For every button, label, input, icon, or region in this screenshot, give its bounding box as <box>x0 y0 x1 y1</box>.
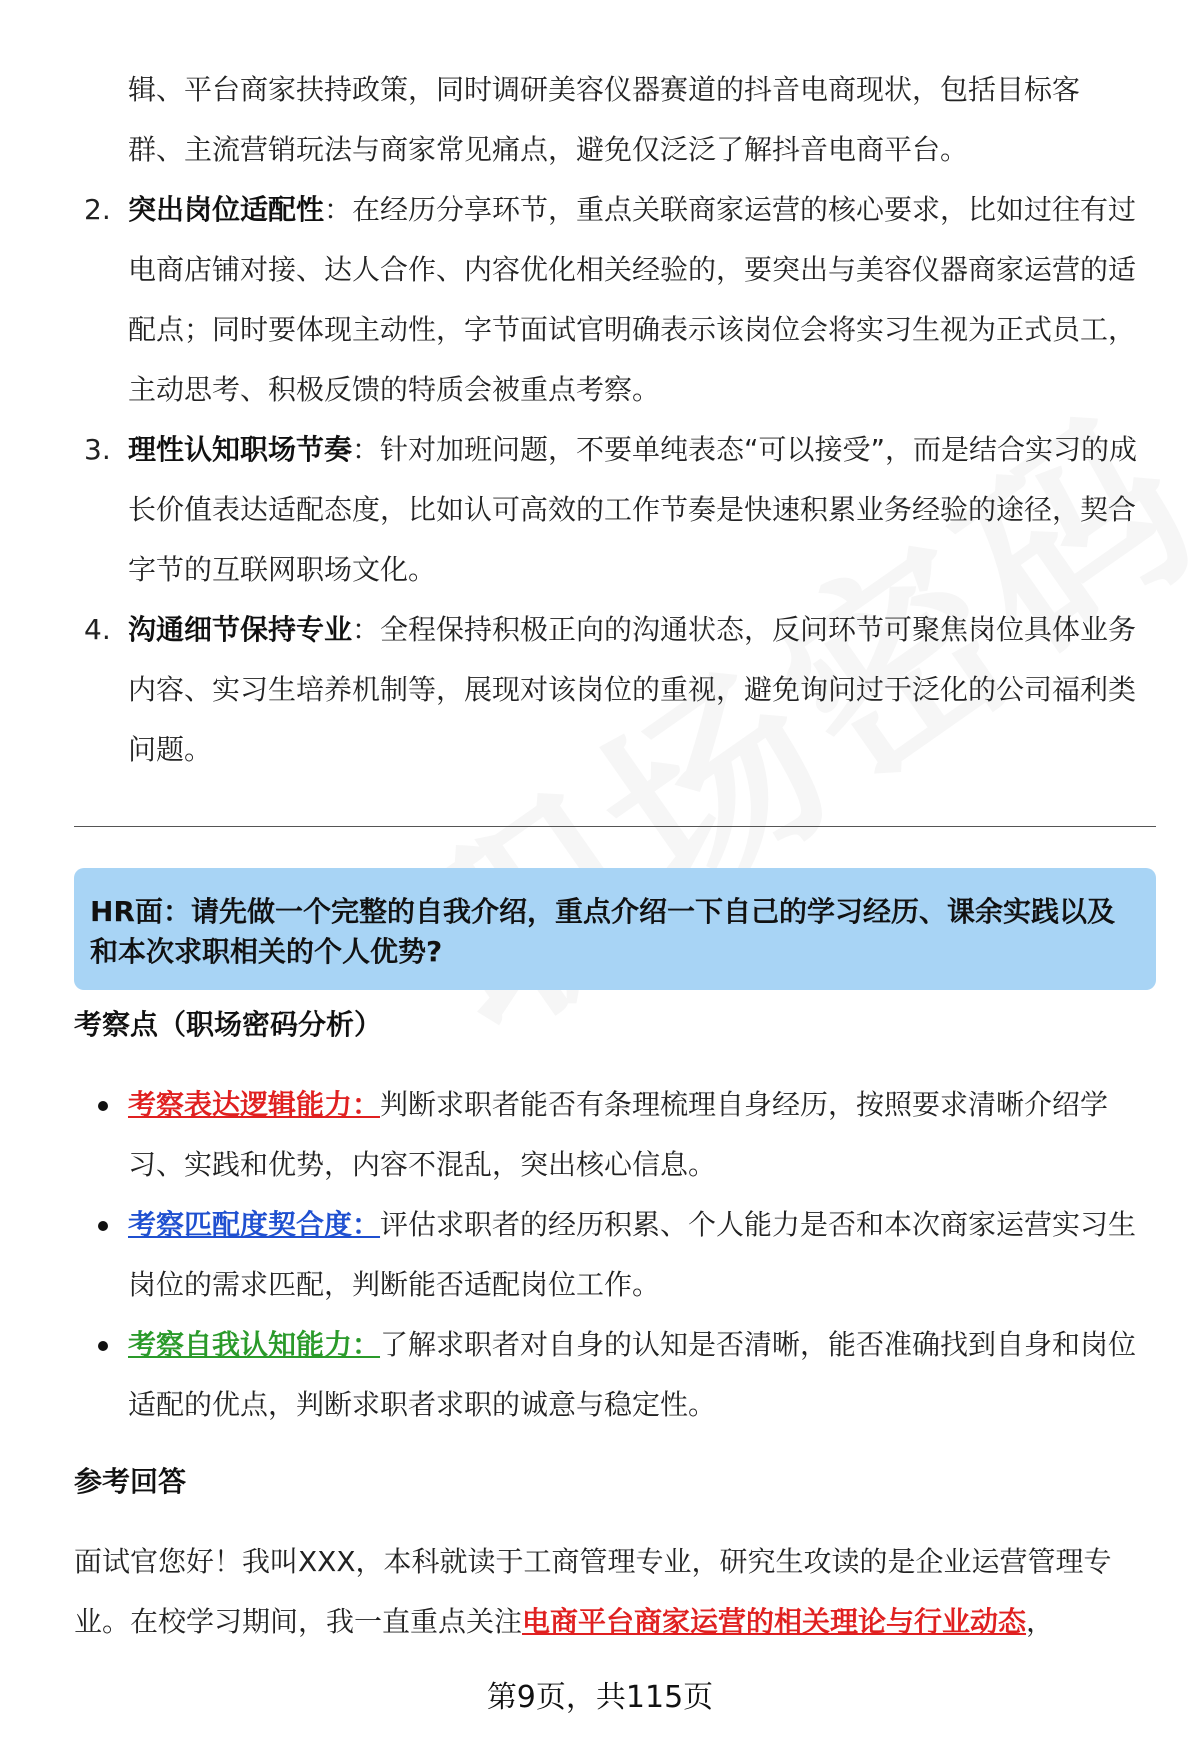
tip-item <box>74 420 1140 600</box>
point-text: 判断求职者能否有条理梳理自身经历，按照要求清晰介绍学习、实践和优势，内容不混乱，突出核心信息。 <box>128 1088 1109 1181</box>
tip-title: 理性认知职场节奏 <box>128 433 353 466</box>
bullet-icon <box>98 1101 108 1111</box>
point-label: 考察表达逻辑能力： <box>128 1088 381 1121</box>
tip-number: 4. <box>84 613 111 646</box>
point-text: 了解求职者对自身的认知是否清晰，能否准确找到自身和岗位适配的优点，判断求职者求职的诚意与稳定性。 <box>128 1328 1137 1421</box>
answer-highlight: 电商平台商家运营的相关理论与行业动态 <box>522 1605 1027 1638</box>
tip-title: 沟通细节保持专业 <box>128 613 353 646</box>
point-label: 考察自我认知能力： <box>128 1328 381 1361</box>
tip-title: 突出岗位适配性 <box>128 193 325 226</box>
point-item <box>74 1195 1140 1315</box>
intro-line-1: 辑、平台商家扶持政策，同时调研美容仪器赛道的抖音电商现状，包括目标客 <box>128 73 1081 106</box>
tip-item <box>74 180 1140 420</box>
tip-item <box>74 600 1140 780</box>
point-item <box>74 1315 1140 1435</box>
question-text: HR面：请先做一个完整的自我介绍，重点介绍一下自己的学习经历、课余实践以及和本次求职相关的个人优势? <box>90 895 1115 968</box>
points-list <box>74 1075 1140 1435</box>
question-box <box>74 868 1156 990</box>
point-label: 考察匹配度契合度： <box>128 1208 381 1241</box>
tip-text: ：针对加班问题，不要单纯表态“可以接受”，而是结合实习的成长价值表达适配态度，比如认可高效的工作节奏是快速积累业务经验的途径，契合字节的互联网职场文化。 <box>128 433 1138 586</box>
answer-text-after: ， <box>1026 1605 1055 1638</box>
tip-text: ：在经历分享环节，重点关联商家运营的核心要求，比如过往有过电商店铺对接、达人合作、内容优化相关经验的，要突出与美容仪器商家运营的适配点；同时要体现主动性，字节面试官明确表示该岗位会将实习生视为正式员工，主动思考、积极反馈的特质会被重点考察。 <box>128 193 1137 406</box>
intro-line-2: 群、主流营销玩法与商家常见痛点，避免仅泛泛了解抖音电商平台。 <box>128 133 969 166</box>
tip-text: ：全程保持积极正向的沟通状态，反问环节可聚焦岗位具体业务内容、实习生培养机制等，展现对该岗位的重视，避免询问过于泛化的公司福利类问题。 <box>128 613 1137 766</box>
answer-text: 面试官您好！我叫XXX，本科就读于工商管理专业，研究生攻读的是企业运营管理专业。在校学习期间，我一直重点关注 <box>74 1545 1112 1638</box>
page-number: 第9页，共115页 <box>486 1680 714 1715</box>
point-item <box>74 1075 1140 1195</box>
point-text: 评估求职者的经历积累、个人能力是否和本次商家运营实习生岗位的需求匹配，判断能否适配岗位工作。 <box>128 1208 1137 1301</box>
tip-number: 3. <box>84 433 111 466</box>
answer-title: 参考回答 <box>74 1465 187 1498</box>
bullet-icon <box>98 1341 108 1351</box>
intro-continuation <box>128 60 1138 180</box>
section-divider <box>74 826 1156 827</box>
tip-number: 2. <box>84 193 111 226</box>
answer-paragraph <box>74 1532 1156 1652</box>
points-title: 考察点（职场密码分析） <box>74 1008 383 1041</box>
tips-list <box>74 180 1140 780</box>
bullet-icon <box>98 1221 108 1231</box>
